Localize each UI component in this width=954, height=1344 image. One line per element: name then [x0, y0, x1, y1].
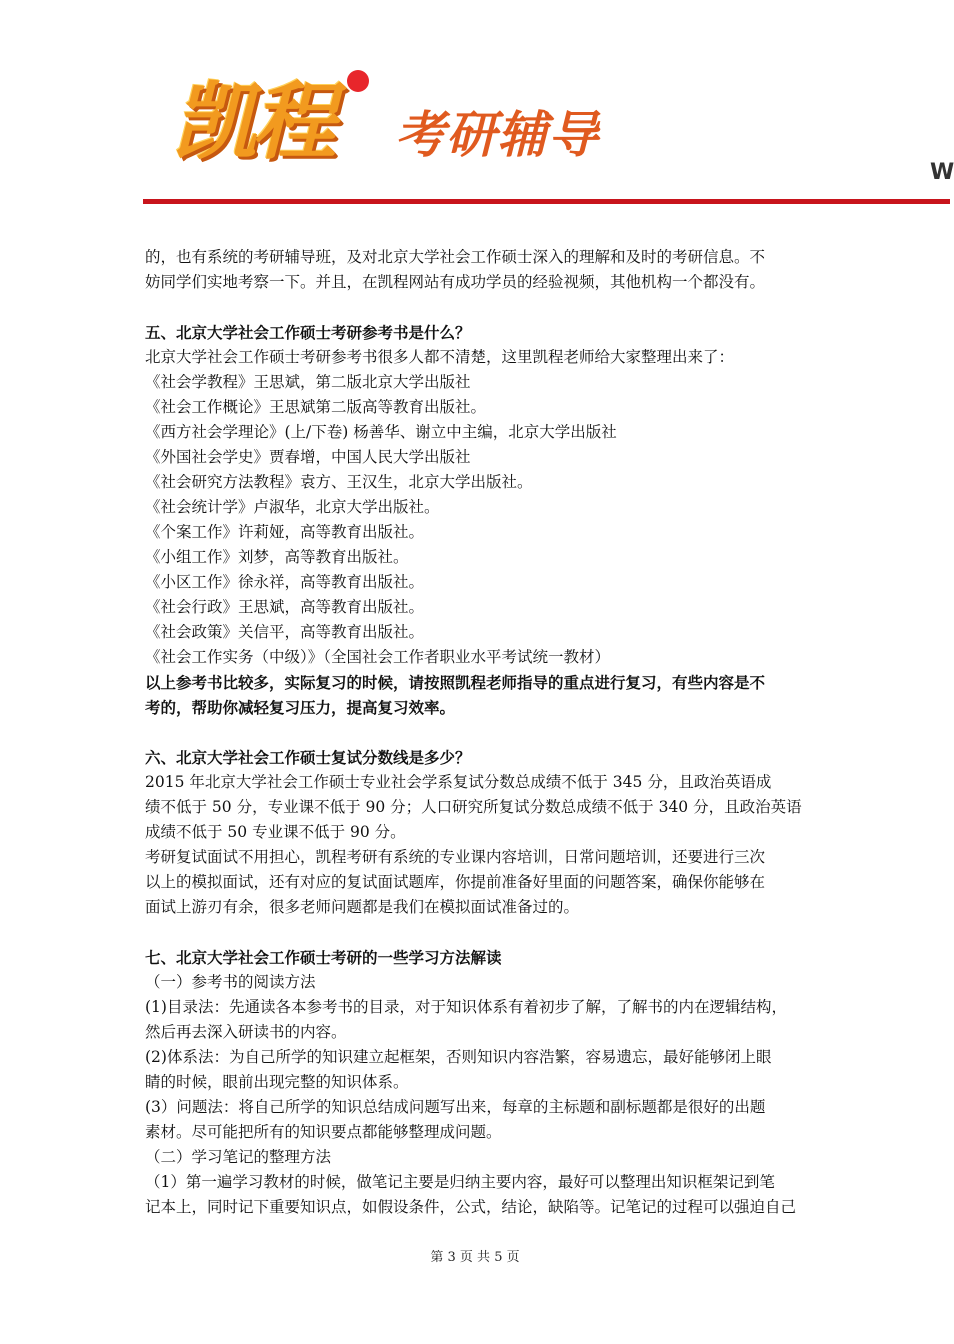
document-body	[145, 245, 815, 1220]
text-line: （二）学习笔记的整理方法	[145, 1148, 332, 1166]
heading-line: 五、北京大学社会工作硕士考研参考书是什么？	[145, 323, 471, 342]
text-line: 《外国社会学史》贾春增，中国人民大学出版社	[145, 448, 471, 466]
brand-logo-mark: 凯程	[172, 73, 333, 171]
page-header	[0, 0, 954, 210]
heading-line: 以上参考书比较多，实际复习的时候，请按照凯程老师指导的重点进行复习，有些内容是不	[145, 673, 766, 692]
text-line: 《社会研究方法教程》袁方、王汉生，北京大学出版社。	[145, 473, 533, 491]
text-line: 《社会政策》关信平，高等教育出版社。	[145, 623, 425, 641]
text-line: 《社会统计学》卢淑华，北京大学出版社。	[145, 498, 440, 516]
heading-line: 七、北京大学社会工作硕士考研的一些学习方法解读	[145, 948, 502, 967]
text-line: 《个案工作》许莉娅，高等教育出版社。	[145, 523, 425, 541]
text-line: 成绩不低于 50 专业课不低于 90 分。	[145, 823, 406, 841]
text-line: 素材。尽可能把所有的知识要点都能够整理成问题。	[145, 1123, 502, 1141]
text-line: 《小区工作》徐永祥，高等教育出版社。	[145, 573, 425, 591]
text-line: 妨同学们实地考察一下。并且，在凯程网站有成功学员的经验视频，其他机构一个都没有。	[145, 273, 766, 291]
text-line: 以上的模拟面试，还有对应的复试面试题库，你提前准备好里面的问题答案，确保你能够在	[145, 873, 766, 891]
text-line: （1）第一遍学习教材的时候，做笔记主要是归纳主要内容，最好可以整理出知识框架记到笔	[145, 1173, 775, 1191]
text-line: (3）问题法：将自己所学的知识总结成问题写出来，每章的主标题和副标题都是很好的出题	[145, 1098, 766, 1116]
paragraph-spacer	[145, 720, 815, 745]
header-website-fragment: W	[930, 160, 954, 185]
text-line: （一）参考书的阅读方法	[145, 973, 316, 991]
page-number-footer: 第 3 页 共 5 页	[430, 1250, 520, 1265]
heading-line: 考的，帮助你减轻复习压力，提高复习效率。	[145, 698, 456, 717]
brand-logo-text: 考研辅导	[395, 106, 599, 164]
header-divider	[143, 199, 950, 204]
text-line: 2015 年北京大学社会工作硕士专业社会学系复试分数总成绩不低于 345 分，且政治英语成	[145, 773, 772, 791]
text-line: 《社会工作实务（中级）》（全国社会工作者职业水平考试统一教材）	[145, 648, 611, 666]
text-line: 《西方社会学理论》(上/下卷) 杨善华、谢立中主编，北京大学出版社	[145, 423, 617, 441]
text-line: 的，也有系统的考研辅导班，及对北京大学社会工作硕士深入的理解和及时的考研信息。不	[145, 248, 766, 266]
text-line: 《小组工作》刘梦，高等教育出版社。	[145, 548, 409, 566]
text-line: 《社会工作概论》王思斌第二版高等教育出版社。	[145, 398, 487, 416]
paragraph-spacer	[145, 295, 815, 320]
heading-line: 六、北京大学社会工作硕士复试分数线是多少？	[145, 748, 471, 767]
text-line: 睛的时候，眼前出现完整的知识体系。	[145, 1073, 409, 1091]
brand-logo-dot	[347, 70, 369, 92]
text-line: 绩不低于 50 分，专业课不低于 90 分；人口研究所复试分数总成绩不低于 340 分，且政治英语	[145, 798, 802, 816]
text-line: 《社会行政》王思斌，高等教育出版社。	[145, 598, 425, 616]
text-line: 《社会学教程》王思斌，第二版北京大学出版社	[145, 373, 471, 391]
text-line: 考研复试面试不用担心，凯程考研有系统的专业课内容培训，日常问题培训，还要进行三次	[145, 848, 766, 866]
paragraph-spacer	[145, 920, 815, 945]
text-line: (2)体系法：为自己所学的知识建立起框架，否则知识内容浩繁，容易遗忘，最好能够闭上眼	[145, 1048, 772, 1066]
text-line: 然后再去深入研读书的内容。	[145, 1023, 347, 1041]
text-line: 面试上游刃有余，很多老师问题都是我们在模拟面试准备过的。	[145, 898, 580, 916]
text-line: (1)目录法：先通读各本参考书的目录，对于知识体系有着初步了解，了解书的内在逻辑结构，	[145, 998, 787, 1016]
text-line: 记本上，同时记下重要知识点，如假设条件，公式，结论，缺陷等。记笔记的过程可以强迫自己	[145, 1198, 797, 1216]
text-line: 北京大学社会工作硕士考研参考书很多人都不清楚，这里凯程老师给大家整理出来了：	[145, 348, 735, 366]
